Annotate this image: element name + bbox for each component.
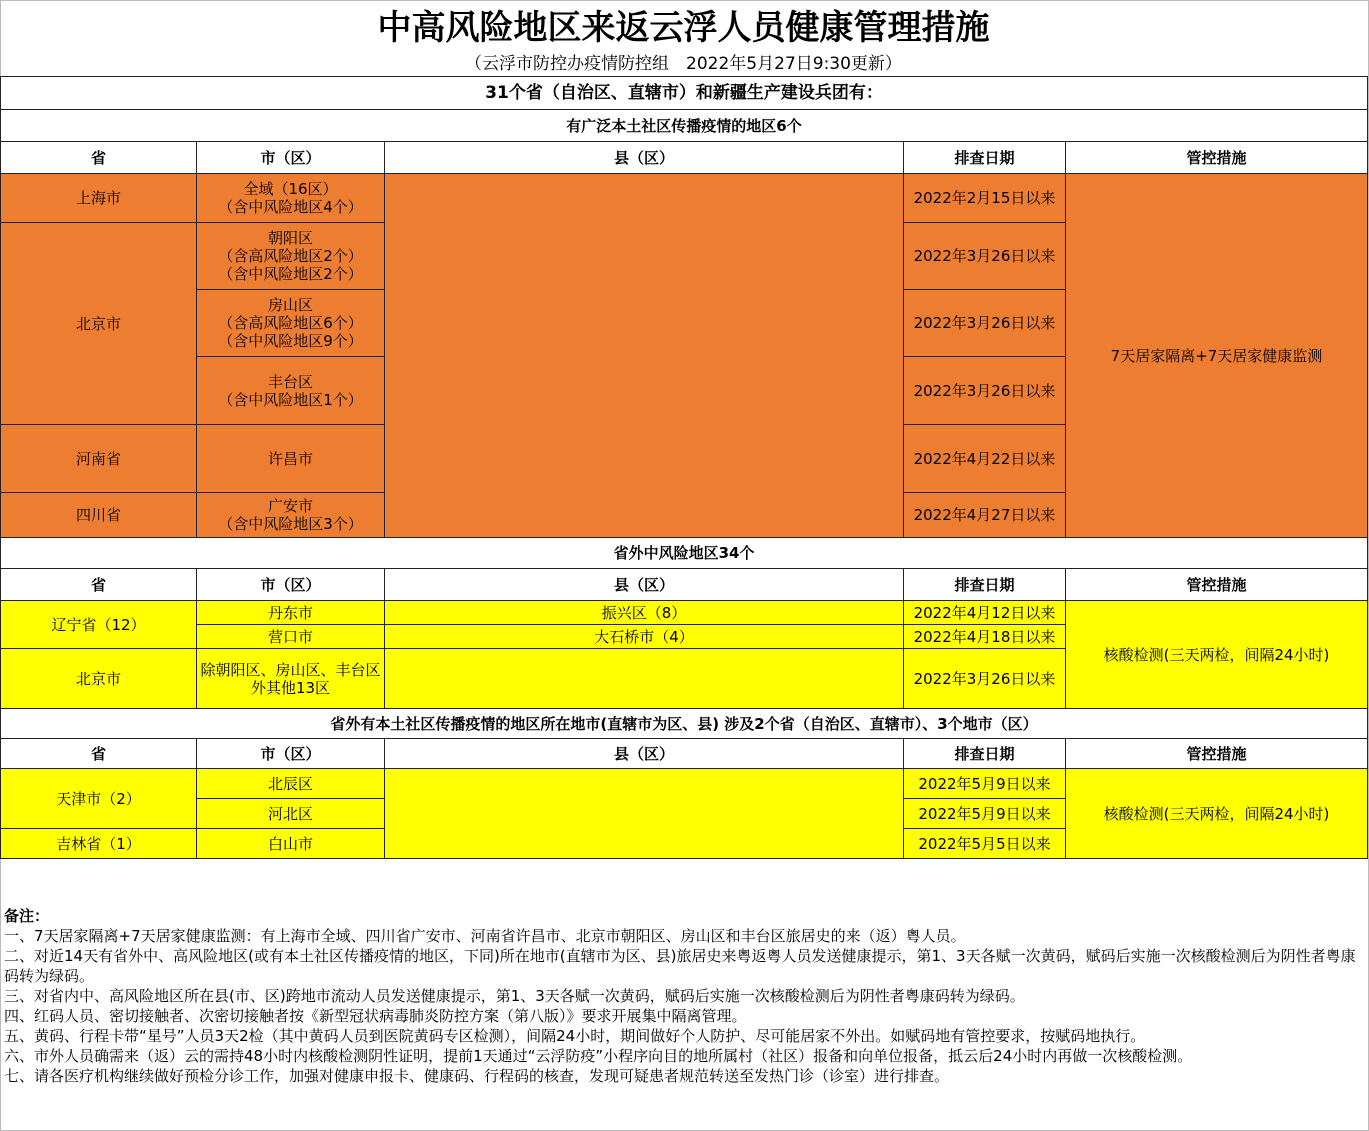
county-cell-empty	[385, 174, 904, 538]
page-title: 中高风险地区来返云浮人员健康管理措施	[377, 8, 990, 48]
header-measure: 管控措施	[1066, 142, 1368, 174]
city-cell: 北辰区	[197, 769, 385, 799]
city-line: 丰台区	[267, 372, 313, 391]
header-province: 省	[1, 142, 197, 174]
city-line: （含中风险地区3个）	[218, 515, 363, 533]
section1-header-row	[1, 142, 1368, 174]
county-cell: 振兴区（8）	[385, 601, 904, 625]
page-subtitle: （云浮市防控办疫情防控组 2022年5月27日9:30更新）	[465, 54, 902, 74]
city-cell	[197, 425, 385, 493]
header-measure: 管控措施	[1066, 739, 1368, 769]
note-item: 五、黄码、行程卡带“星号”人员3天2检（其中黄码人员到医院黄码专区检测），间隔24小时，期间做好个人防护、尽可能居家不外出。如赋码地有管控要求，按赋码地执行。	[4, 1027, 1146, 1045]
date-cell: 2022年5月5日以来	[904, 829, 1066, 859]
county-cell	[385, 649, 904, 709]
header-county: 县（区）	[385, 569, 904, 601]
city-line: （含中风险地区1个）	[218, 390, 363, 409]
province-cell: 北京市	[1, 649, 197, 709]
province-cell: 河南省	[1, 425, 197, 493]
note-item: 四、红码人员、密切接触者、次密切接触者按《新型冠状病毒肺炎防控方案（第八版）》要求开展集中隔离管理。	[4, 1007, 747, 1025]
header-province: 省	[1, 569, 197, 601]
city-line: 全域（16区）	[243, 180, 338, 198]
risk-area-table	[0, 76, 1368, 859]
date-cell: 2022年2月15日以来	[904, 174, 1066, 223]
city-cell: 营口市	[197, 625, 385, 649]
city-line: （含中风险地区2个）	[218, 265, 363, 283]
city-line: （含中风险地区9个）	[218, 332, 363, 350]
header-date: 排查日期	[904, 142, 1066, 174]
city-line: （含高风险地区6个）	[218, 314, 363, 332]
note-item: 一、7天居家隔离+7天居家健康监测：有上海市全域、四川省广安市、河南省许昌市、北京市朝阳区、房山区和丰台区旅居史的来（返）粤人员。	[4, 927, 966, 945]
table-row	[1, 769, 1368, 799]
notes-section	[4, 906, 1364, 1086]
city-line: 广安市	[267, 497, 313, 515]
city-cell	[197, 174, 385, 223]
city-line: 朝阳区	[267, 229, 313, 247]
measure-cell: 7天居家隔离+7天居家健康监测	[1066, 174, 1368, 538]
measure-cell: 核酸检测(三天两检，间隔24小时)	[1066, 769, 1368, 859]
date-cell: 2022年3月26日以来	[904, 649, 1066, 709]
header-province: 省	[1, 739, 197, 769]
header-city: 市（区）	[197, 739, 385, 769]
date-cell: 2022年3月26日以来	[904, 357, 1066, 425]
city-cell	[197, 493, 385, 538]
header-county: 县（区）	[385, 739, 904, 769]
section2-header-row	[1, 569, 1368, 601]
county-cell: 大石桥市（4）	[385, 625, 904, 649]
city-cell: 白山市	[197, 829, 385, 859]
city-line: （含中风险地区4个）	[218, 198, 363, 216]
section3-header-row	[1, 739, 1368, 769]
note-item: 六、市外人员确需来（返）云的需持48小时内核酸检测阴性证明，提前1天通过“云浮防疫”小程序向目的地所属村（社区）报备和向单位报备，抵云后24小时内再做一次核酸检测。	[4, 1047, 1193, 1065]
city-cell	[197, 290, 385, 357]
province-cell: 四川省	[1, 493, 197, 538]
section2-title: 省外中风险地区34个	[1, 538, 1368, 569]
county-cell-empty	[385, 769, 904, 859]
table-row	[1, 174, 1368, 223]
city-cell	[197, 223, 385, 290]
city-cell: 除朝阳区、房山区、丰台区外其他13区	[197, 649, 385, 709]
date-cell: 2022年4月27日以来	[904, 493, 1066, 538]
note-item: 三、对省内中、高风险地区所在县(市、区)跨地市流动人员发送健康提示，第1、3天各赋一次黄码，赋码后实施一次核酸检测后为阴性者粤康码转为绿码。	[4, 987, 1025, 1005]
header-county: 县（区）	[385, 142, 904, 174]
table-row	[1, 601, 1368, 625]
province-cell: 辽宁省（12）	[1, 601, 197, 649]
date-cell: 2022年4月12日以来	[904, 601, 1066, 625]
header-date: 排查日期	[904, 569, 1066, 601]
notes-title: 备注：	[4, 907, 50, 925]
date-cell: 2022年5月9日以来	[904, 769, 1066, 799]
note-item: 二、对近14天有省外中、高风险地区(或有本土社区传播疫情的地区，下同)所在地市(直辖市为区、县)旅居史来粤返粤人员发送健康提示，第1、3天各赋一次黄码，赋码后实施一次核酸检测后为阴性者粤康码转为绿码。	[4, 947, 1356, 985]
date-cell: 2022年3月26日以来	[904, 223, 1066, 290]
header-city: 市（区）	[197, 142, 385, 174]
header-date: 排查日期	[904, 739, 1066, 769]
city-cell: 丹东市	[197, 601, 385, 625]
province-cell: 天津市（2）	[1, 769, 197, 829]
section1-title: 有广泛本土社区传播疫情的地区6个	[1, 110, 1368, 142]
intro-row: 31个省（自治区、直辖市）和新疆生产建设兵团有：	[1, 77, 1368, 110]
city-line: 房山区	[267, 296, 313, 314]
province-cell: 北京市	[1, 223, 197, 425]
date-cell: 2022年4月22日以来	[904, 425, 1066, 493]
header-city: 市（区）	[197, 569, 385, 601]
section3-title: 省外有本土社区传播疫情的地区所在地市(直辖市为区、县) 涉及2个省（自治区、直辖市）、3个地市（区）	[1, 709, 1368, 739]
measure-cell: 核酸检测(三天两检，间隔24小时)	[1066, 601, 1368, 709]
province-cell: 吉林省（1）	[1, 829, 197, 859]
note-item: 七、请各医疗机构继续做好预检分诊工作，加强对健康申报卡、健康码、行程码的核查，发现可疑患者规范转送至发热门诊（诊室）进行排查。	[4, 1067, 950, 1085]
city-cell	[197, 357, 385, 425]
header-measure: 管控措施	[1066, 569, 1368, 601]
date-cell: 2022年4月18日以来	[904, 625, 1066, 649]
date-cell: 2022年5月9日以来	[904, 799, 1066, 829]
city-line: （含高风险地区2个）	[218, 247, 363, 265]
city-cell: 河北区	[197, 799, 385, 829]
province-cell: 上海市	[1, 174, 197, 223]
city-line: 许昌市	[267, 449, 313, 468]
date-cell: 2022年3月26日以来	[904, 290, 1066, 357]
